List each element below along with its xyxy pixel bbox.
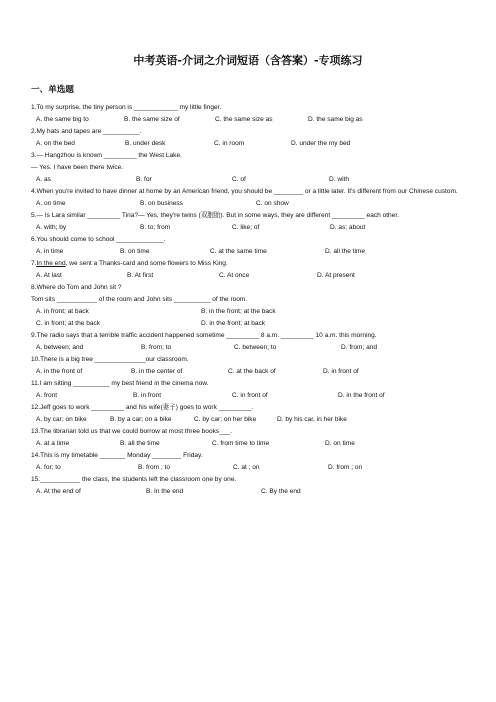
option: A. as bbox=[36, 176, 51, 183]
option: C. from time to time bbox=[212, 440, 270, 447]
option: B. from; to bbox=[141, 344, 172, 351]
option: B. in the front; at the back bbox=[201, 308, 276, 315]
question-stem: 11.I am sitting __________ my best friend in the cinema now. bbox=[31, 380, 209, 387]
option: D. with bbox=[329, 176, 350, 183]
question-stem: 3.— Hangzhou is known _________ the West Lake. bbox=[31, 152, 182, 159]
question-stem: 6.You should come to school _____________. bbox=[31, 236, 166, 243]
option: D. the same big as bbox=[308, 116, 363, 123]
document-title: 中考英语-介词之介词短语（含答案）-专项练习 bbox=[133, 54, 363, 67]
option: C. at the same time bbox=[210, 248, 267, 255]
option: B. the same size of bbox=[124, 116, 180, 123]
question-stem: 1.To my surprise, the tiny person is ____________ my little finger. bbox=[31, 104, 222, 111]
option: B. on business bbox=[140, 200, 183, 207]
answer-options bbox=[31, 414, 475, 426]
option: B. under desk bbox=[125, 140, 166, 147]
answer-options bbox=[31, 366, 475, 378]
answer-options bbox=[31, 174, 475, 186]
option: B. to; from bbox=[140, 224, 171, 231]
option: C. between; to bbox=[234, 344, 277, 351]
option: A. At the end of bbox=[36, 488, 81, 495]
answer-options bbox=[31, 390, 475, 402]
option: C. in room bbox=[214, 140, 245, 147]
option: C. on show bbox=[256, 200, 289, 207]
question-stem: 7.In the end, we sent a Thanks-card and some flowers to Miss King. bbox=[31, 260, 228, 267]
question-stem: 13.The librarian told us that we could borrow at most three books___. bbox=[31, 428, 232, 435]
question-stem: 4.When you're invited to have dinner at home by an American friend, you should be ________ or a little later. It's different from our Chinese custom. bbox=[31, 188, 458, 195]
question-list bbox=[31, 102, 475, 498]
option: D. in front of bbox=[323, 368, 359, 375]
option: D. all the time bbox=[325, 248, 366, 255]
option: A. in the front of bbox=[36, 368, 83, 375]
answer-options bbox=[31, 438, 475, 450]
option: C. the same size as bbox=[215, 116, 273, 123]
option: C. of bbox=[232, 176, 246, 183]
option: D. by his car, in her bike bbox=[277, 416, 347, 423]
question-stem: 10.There is a big tree ______________our classroom. bbox=[31, 356, 189, 363]
option: A. in time bbox=[36, 248, 64, 255]
option: D. from; and bbox=[341, 344, 378, 351]
option: A. at a time bbox=[36, 440, 70, 447]
question-stem: 9.The radio says that a terrible traffic accident happened sometime _________ 8 a.m. _________ 10 a.m. this morning. bbox=[31, 332, 377, 339]
answer-options bbox=[31, 138, 475, 150]
option: C. at the back of bbox=[228, 368, 276, 375]
option: A. with; by bbox=[36, 224, 67, 231]
option: C. at ; on bbox=[233, 464, 260, 471]
option: C. in front of bbox=[232, 392, 268, 399]
answer-options bbox=[31, 198, 475, 210]
answer-options bbox=[31, 486, 475, 498]
option: A. the same big to bbox=[36, 116, 89, 123]
option: A. between; and bbox=[36, 344, 84, 351]
question-stem-line: Tom sits ___________ of the room and John sits __________ of the room. bbox=[31, 296, 248, 303]
option: B. on time bbox=[120, 248, 150, 255]
option: A. front bbox=[36, 392, 58, 399]
option: B. by a car; on a bike bbox=[110, 416, 172, 423]
answer-options bbox=[31, 306, 475, 318]
option: A. on the bed bbox=[36, 140, 75, 147]
option: A. At last bbox=[36, 272, 62, 279]
section-heading: 一、单选题 bbox=[31, 85, 74, 95]
option: B. in the center of bbox=[131, 368, 183, 375]
option: D. from ; on bbox=[328, 464, 363, 471]
answer-options bbox=[31, 318, 475, 330]
answer-options bbox=[31, 114, 475, 126]
option: A. in front; at back bbox=[36, 308, 89, 315]
option: B. in front bbox=[133, 392, 162, 399]
option: B. At first bbox=[127, 272, 154, 279]
question-stem: 15.___________ the class, the students left the classroom one by one. bbox=[31, 476, 237, 483]
option: B. for bbox=[136, 176, 152, 183]
option: A. on time bbox=[36, 200, 66, 207]
option: B. all the time bbox=[120, 440, 160, 447]
option: A. by car; on bike bbox=[36, 416, 87, 423]
option: C. by car; on her bike bbox=[194, 416, 257, 423]
question-stem: 14.This is my timetable _______ Monday ________ Friday. bbox=[31, 452, 203, 459]
option: B. from ; to bbox=[138, 464, 171, 471]
option: D. on time bbox=[325, 440, 355, 447]
option: C. By the end bbox=[261, 488, 301, 495]
question-stem: 12.Jeff goes to work _________ and his wife(妻子) goes to work _________. bbox=[31, 404, 254, 411]
option: D. as; about bbox=[330, 224, 366, 231]
option: D. under the my bed bbox=[291, 140, 351, 147]
option: A. for; to bbox=[36, 464, 61, 471]
answer-options bbox=[31, 246, 475, 258]
option: C. in front; at the back bbox=[36, 320, 101, 327]
answer-options bbox=[31, 462, 475, 474]
answer-options bbox=[31, 342, 475, 354]
option: D. in the front; at back bbox=[201, 320, 266, 327]
option: C. like; of bbox=[232, 224, 260, 231]
question-stem: 2.My hats and tapes are __________. bbox=[31, 128, 142, 135]
question-stem: 5.— Is Lara similar _________ Tina?— Yes, they're twins (双胞胎). But in some ways, they are different _________ each other. bbox=[31, 212, 399, 219]
question-stem: 8.Where do Tom and John sit ? bbox=[31, 284, 122, 291]
option: D. in the front of bbox=[338, 392, 385, 399]
option: C. At once bbox=[219, 272, 250, 279]
option: D. At present bbox=[317, 272, 355, 279]
question-stem-reply: — Yes. I have been there twice. bbox=[31, 164, 124, 171]
underlined-phrase: In the end bbox=[36, 260, 66, 267]
answer-options bbox=[31, 222, 475, 234]
answer-options bbox=[31, 270, 475, 282]
option: B. In the end bbox=[146, 488, 184, 495]
